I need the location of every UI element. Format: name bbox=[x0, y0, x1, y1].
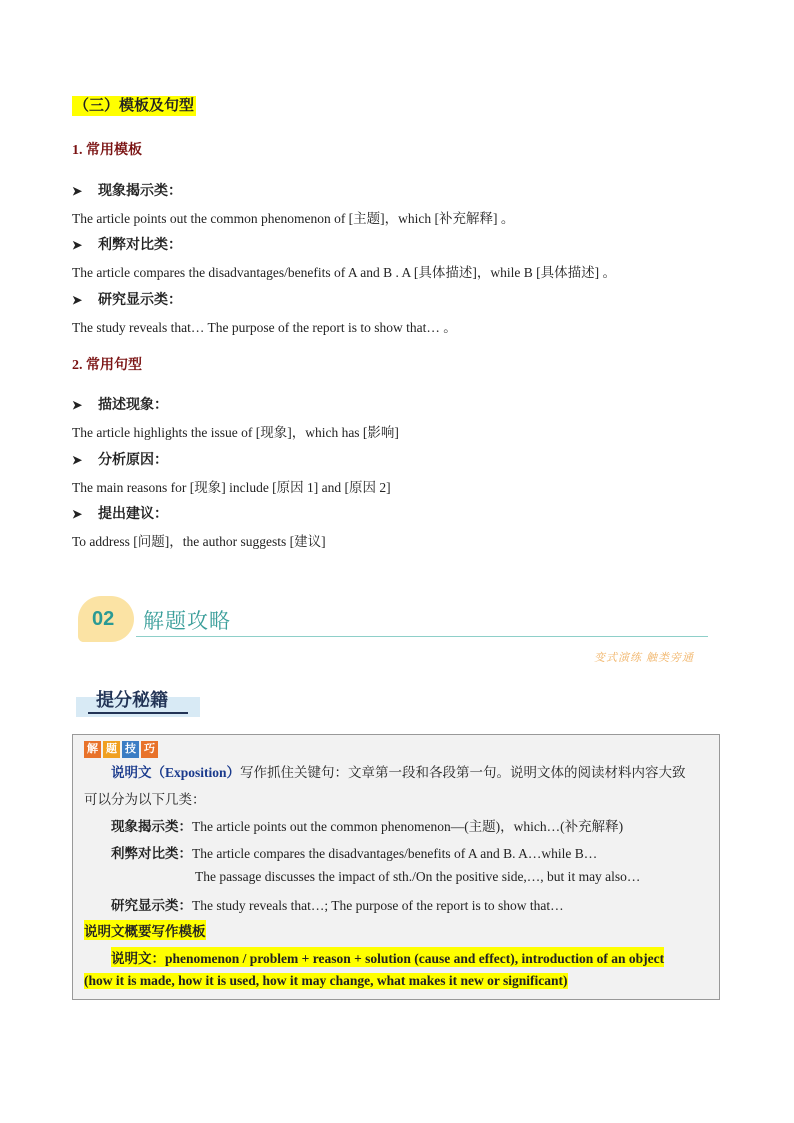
templates-heading: 1. 常用模板 bbox=[72, 143, 142, 158]
sentences-heading: 2. 常用句型 bbox=[72, 358, 142, 373]
chip-ji: 技 bbox=[122, 741, 139, 758]
template-bullet-2: ➤ 利弊对比类： bbox=[72, 238, 182, 253]
arrow-bullet-icon: ➤ bbox=[72, 238, 83, 252]
template-line-2: The article compares the disadvantages/benefits of A and B . A [具体描述]，while B [具体描述] 。 bbox=[72, 265, 617, 280]
arrow-bullet-icon: ➤ bbox=[72, 453, 83, 467]
chip-qiao: 巧 bbox=[141, 741, 158, 758]
chip-ti: 题 bbox=[103, 741, 120, 758]
summary-heading: 说明文概要写作模板 bbox=[84, 920, 206, 940]
banner-tagline: 变式演练 触类旁通 bbox=[594, 652, 695, 664]
template-line-3: The study reveals that… The purpose of the report is to show that… 。 bbox=[72, 320, 457, 335]
tips-title: 提分秘籍 bbox=[96, 690, 168, 710]
arrow-bullet-icon: ➤ bbox=[72, 184, 83, 198]
panel-row-3: The passage discusses the impact of sth./On the positive side,…, but it may also… bbox=[195, 869, 641, 884]
intro-rest: 写作抓住关键句：文章第一段和各段第一句。说明文体的阅读材料内容大致 bbox=[240, 765, 686, 780]
summary-line-1: 说明文：phenomenon / problem + reason + solution (cause and effect), introduction of an object bbox=[111, 947, 664, 967]
arrow-bullet-icon: ➤ bbox=[72, 293, 83, 307]
template-bullet-1: ➤ 现象揭示类： bbox=[72, 184, 182, 199]
sentence-line-3: To address [问题]，the author suggests [建议] bbox=[72, 534, 326, 549]
tips-title-underline bbox=[88, 712, 188, 714]
intro-term: 说明文（Exposition） bbox=[111, 765, 241, 780]
panel-row-1: 现象揭示类：The article points out the common phenomenon—(主题)，which…(补充解释) bbox=[111, 819, 624, 834]
sentence-bullet-2: ➤ 分析原因： bbox=[72, 453, 168, 468]
arrow-bullet-icon: ➤ bbox=[72, 507, 83, 521]
summary-line-2: (how it is made, how it is used, how it may change, what makes it new or significant) bbox=[84, 973, 568, 988]
banner-title: 解题攻略 bbox=[143, 610, 231, 633]
banner-divider bbox=[136, 636, 708, 637]
panel-row-4: 研究显示类：The study reveals that…; The purpose of the report is to show that… bbox=[111, 898, 564, 913]
panel-row-2: 利弊对比类：The article compares the disadvantages/benefits of A and B. A…while B… bbox=[111, 846, 598, 861]
panel-intro-line1 bbox=[111, 761, 686, 781]
tips-chip-row bbox=[84, 741, 158, 758]
sentence-bullet-1: ➤ 描述现象： bbox=[72, 398, 168, 413]
template-line-1: The article points out the common phenomenon of [主题]，which [补充解释] 。 bbox=[72, 211, 515, 226]
sentence-bullet-3: ➤ 提出建议： bbox=[72, 507, 168, 522]
banner-number: 02 bbox=[92, 608, 115, 630]
sentence-line-1: The article highlights the issue of [现象]，which has [影响] bbox=[72, 425, 399, 440]
arrow-bullet-icon: ➤ bbox=[72, 398, 83, 412]
sentence-line-2: The main reasons for [现象] include [原因 1] and [原因 2] bbox=[72, 480, 391, 495]
template-bullet-3: ➤ 研究显示类： bbox=[72, 293, 182, 308]
chip-jie: 解 bbox=[84, 741, 101, 758]
section-title: （三）模板及句型 bbox=[74, 98, 195, 114]
panel-intro-line2: 可以分为以下几类： bbox=[84, 792, 206, 807]
